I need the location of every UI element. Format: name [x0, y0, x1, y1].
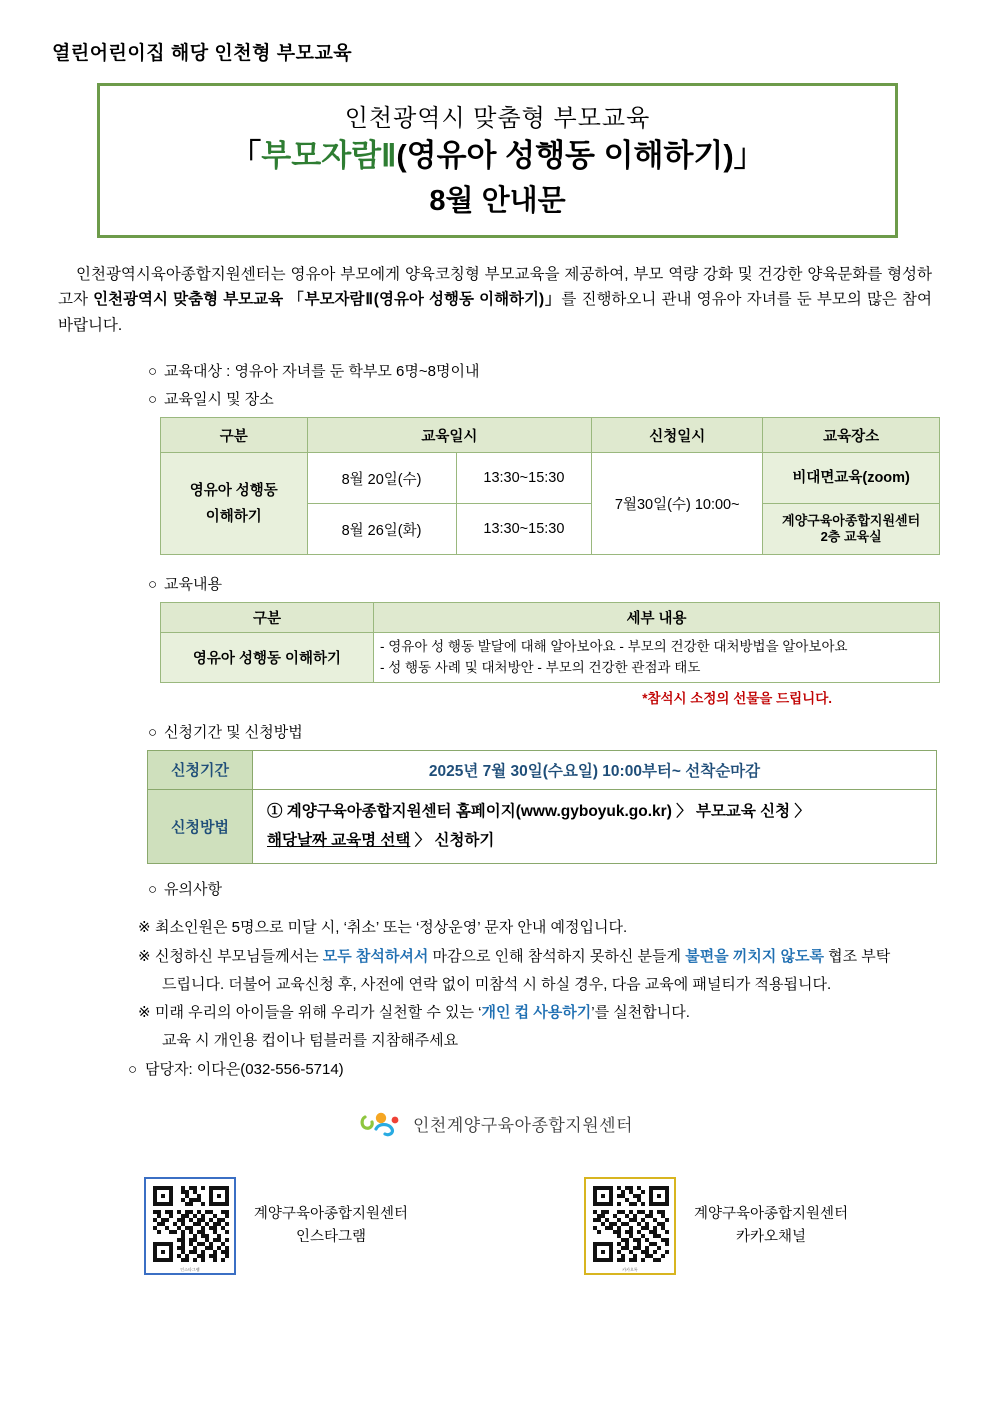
table-row [161, 633, 940, 683]
qr-sub-label-kakao: 카카오톡 [622, 1266, 638, 1272]
cell-place-2-line2: 2층 교육실 [820, 529, 882, 545]
qr-code-kakao[interactable] [584, 1177, 676, 1275]
row-header-line2: 이해하기 [205, 508, 262, 525]
col-header-category: 구분 [161, 418, 308, 453]
method-line-2-underline: 해당날짜 교육명 선택 [267, 831, 411, 849]
notice-list [128, 915, 940, 1083]
table-header-row [161, 603, 940, 633]
asterisk-mark-icon: ※ [138, 919, 151, 937]
footer-logo [52, 1109, 940, 1139]
col-header-datetime: 교육일시 [307, 418, 592, 453]
cell-place-2 [763, 504, 940, 555]
row-header-method: 신청방법 [148, 789, 253, 863]
circle-bullet-icon: ○ [148, 576, 158, 594]
table-row [148, 750, 937, 789]
col-header-detail: 세부 내용 [374, 603, 940, 633]
section-bullets-notice [148, 878, 940, 899]
table-row [161, 453, 940, 504]
page-header-label: 열린어린이집 해당 인천형 부모교육 [52, 43, 353, 64]
gift-note: *참석시 소정의 선물을 드립니다. [642, 690, 832, 706]
table-row [148, 789, 937, 863]
cell-date-2: 8월 26일(화) [307, 504, 456, 555]
manager-row [128, 1057, 940, 1083]
notice-item [138, 1000, 940, 1026]
title-program-name: 부모자람Ⅱ [261, 138, 397, 173]
notice-text: 협조 부탁 [823, 947, 891, 965]
qr-caption-instagram [254, 1203, 408, 1248]
notice-item [138, 944, 940, 970]
notice-highlight: 개인 컵 사용하기 [481, 1004, 592, 1022]
cell-detail-line1: - 영유아 성 행동 발달에 대해 알아보아요 - 부모의 건강한 대처방법을 알아보아요 [380, 639, 848, 655]
notice-highlight: 불편을 끼치지 않도록 [685, 947, 824, 965]
bullet-apply [148, 721, 940, 742]
circle-bullet-icon: ○ [148, 391, 158, 409]
manager-label: 담당자: 이다은(032-556-5714) [145, 1060, 344, 1078]
table-header-row [161, 418, 940, 453]
qr-code-instagram[interactable] [144, 1177, 236, 1275]
title-program-suffix: (영유아 성행동 이해하기)」 [396, 138, 765, 173]
bullet-target [148, 360, 940, 381]
cell-place-2-line1: 계양구육아종합지원센터 [782, 512, 921, 528]
asterisk-mark-icon: ※ [138, 1004, 151, 1022]
intro-text-2: 를 진행하오니 관내 영유아 자녀를 둔 부모의 많은 참여 바랍니다. [58, 291, 932, 334]
notice-text: ’를 실천합니다. [591, 1004, 690, 1022]
col-header-category2: 구분 [161, 603, 374, 633]
qr-section [52, 1177, 940, 1275]
bullet-schedule [148, 388, 940, 409]
qr-item-instagram[interactable] [144, 1177, 408, 1275]
notice-text: 마감으로 인해 참석하지 못하신 분들게 [428, 947, 686, 965]
circle-bullet-icon: ○ [128, 1060, 138, 1078]
title-box [97, 83, 898, 238]
col-header-place: 교육장소 [763, 418, 940, 453]
bullet-notice [148, 878, 940, 899]
bullet-notice-label: 유의사항 [164, 881, 222, 899]
bullet-schedule-label: 교육일시 및 장소 [164, 391, 274, 409]
cell-method-value [253, 789, 937, 863]
cell-place-1: 비대면교육(zoom) [763, 453, 940, 504]
cell-detail-line2: - 성 행동 사례 및 대처방안 - 부모의 건강한 관점과 태도 [380, 659, 701, 675]
bullet-content-label: 교육내용 [164, 576, 222, 594]
intro-text-1: 인천광역시육아종합지원센터는 영유아 부모에게 양육코칭형 부모교육을 제공하여, 부모 역량 강화 및 건강한 양육문화를 형성하고자 [58, 265, 932, 309]
cell-detail [374, 633, 940, 683]
content-table [160, 602, 940, 683]
notice-text: 교육 시 개인용 컵이나 텀블러를 지참해주세요 [162, 1032, 459, 1050]
notice-text: 최소인원은 5명으로 미달 시, ‘취소’ 또는 ‘정상운영’ 문자 안내 예정입니다. [155, 919, 628, 937]
section-bullets [148, 360, 940, 409]
cell-period-value: 2025년 7월 30일(수요일) 10:00부터~ 선착순마감 [253, 750, 937, 789]
bullet-target-label: 교육대상 : 영유아 자녀를 둔 학부모 6명~8명이내 [164, 363, 480, 381]
qr-caption-line2: 카카오채널 [736, 1228, 807, 1245]
center-logo-icon [359, 1109, 405, 1139]
notice-text: 드립니다. 더불어 교육신청 후, 사전에 연락 없이 미참석 시 하실 경우, 다음 교육에 패널티가 적용됩니다. [162, 975, 832, 993]
bullet-apply-label: 신청기간 및 신청방법 [164, 723, 303, 741]
asterisk-mark-icon: ※ [138, 947, 151, 965]
section-bullets-apply [148, 721, 940, 742]
col-header-applydate: 신청일시 [592, 418, 763, 453]
method-line-1: ① 계양구육아종합지원센터 홈페이지(www.gyboyuk.go.kr) 〉 부모교육 신청 〉 [267, 802, 810, 820]
cell-time-1: 13:30~15:30 [456, 453, 592, 504]
cell-apply-datetime: 7월30일(수) 10:00~ [592, 453, 763, 555]
intro-paragraph [58, 262, 932, 339]
notice-highlight: 모두 참석하셔서 [322, 947, 429, 965]
title-main [100, 137, 895, 176]
qr-caption-line1: 계양구육아종합지원센터 [694, 1206, 849, 1223]
section-bullets-content [148, 573, 940, 594]
row-header-content: 영유아 성행동 이해하기 [161, 633, 374, 683]
cell-time-2: 13:30~15:30 [456, 504, 592, 555]
notice-item [138, 915, 940, 941]
title-month: 8월 안내문 [429, 184, 566, 217]
qr-item-kakao[interactable] [584, 1177, 848, 1275]
notice-text: 미래 우리의 아이들을 위해 우리가 실천할 수 있는 ‘ [155, 1004, 482, 1022]
title-open-bracket: 「 [230, 138, 262, 173]
circle-bullet-icon: ○ [148, 723, 158, 741]
schedule-table [160, 417, 940, 555]
method-line-2-rest: 〉 신청하기 [410, 831, 495, 849]
title-subtitle: 인천광역시 맞춤형 부모교육 [344, 105, 651, 132]
qr-caption-kakao [694, 1203, 848, 1248]
method-line-2 [267, 827, 930, 856]
row-header-period: 신청기간 [148, 750, 253, 789]
qr-caption-line2: 인스타그램 [295, 1228, 366, 1245]
footer-logo-text: 인천계양구육아종합지원센터 [413, 1116, 633, 1136]
notice-item [138, 972, 940, 998]
row-header-category [161, 453, 308, 555]
intro-text-bold: 인천광역시 맞춤형 부모교육 「부모자람Ⅱ(영유아 성행동 이해하기)」 [93, 291, 562, 309]
application-table [147, 750, 937, 864]
circle-bullet-icon: ○ [148, 363, 158, 381]
bullet-content [148, 573, 940, 594]
qr-caption-line1: 계양구육아종합지원센터 [253, 1206, 408, 1223]
row-header-line1: 영유아 성행동 [189, 482, 278, 499]
qr-sub-label-instagram: 인스타그램 [180, 1266, 200, 1272]
notice-item [138, 1028, 940, 1054]
notice-text: 신청하신 부모님들께서는 [155, 947, 323, 965]
circle-bullet-icon: ○ [148, 881, 158, 899]
cell-date-1: 8월 20일(수) [307, 453, 456, 504]
